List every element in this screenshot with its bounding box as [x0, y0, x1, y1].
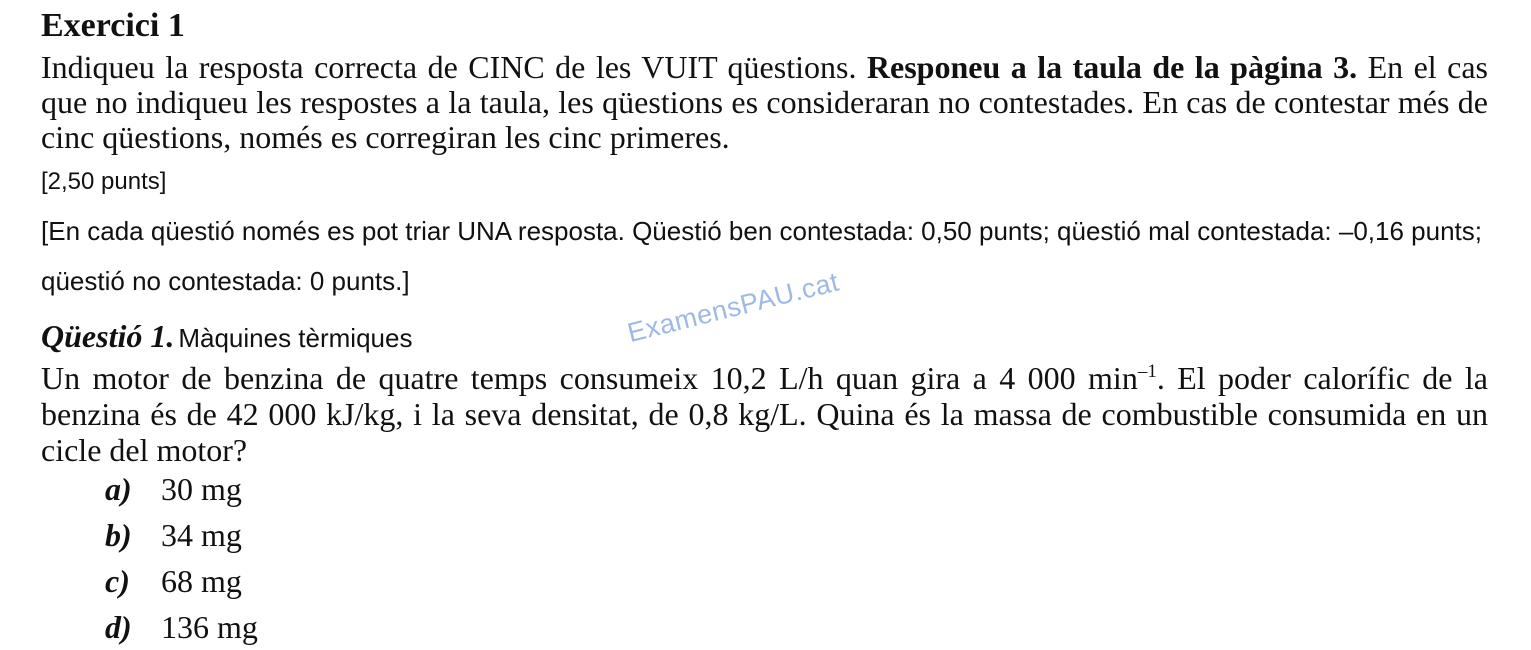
exercise-instructions	[41, 50, 1488, 155]
exercise-title: Exercici 1	[41, 7, 185, 44]
question-text: Un motor de benzina de quatre temps consumeix 10,2 L/h quan gira a 4 000 min	[41, 360, 1138, 396]
answer-options	[105, 466, 258, 650]
option-letter: d)	[105, 609, 132, 645]
question-number: Qüestió 1.	[41, 318, 175, 354]
option-letter: b)	[105, 517, 132, 553]
question-header	[41, 318, 412, 361]
answer-option-d[interactable]	[105, 604, 258, 650]
answer-option-c[interactable]	[105, 558, 258, 604]
question-text-continued: . El poder calorífic de la benzina és de 42 000 kJ/kg, i la seva densitat, de 0,8 kg/L. Quina és la massa de combustible consumida en un cicle del motor?	[41, 360, 1489, 468]
option-letter: c)	[105, 563, 130, 599]
option-text: 136 mg	[161, 609, 258, 645]
question-statement	[41, 360, 1488, 468]
answer-option-b[interactable]	[105, 512, 258, 558]
instructions-emphasis: Responeu a la taula de la pàgina 3.	[866, 49, 1358, 85]
watermark: ExamensPAU.cat	[624, 266, 842, 349]
instructions-text-continued: En el cas que no indiqueu les respostes a la taula, les qüestions es consideraran no contestades. En cas de contestar més de cinc qüestions, només es corregiran les cinc primeres.	[41, 49, 1489, 155]
question-exponent: –1	[1137, 361, 1157, 382]
exercise-points: [2,50 punts]	[41, 168, 167, 195]
option-text: 34 mg	[161, 517, 242, 553]
option-letter: a)	[105, 471, 132, 507]
answer-option-a[interactable]	[105, 466, 258, 512]
option-text: 68 mg	[161, 563, 242, 599]
question-topic: Màquines tèrmiques	[178, 323, 413, 353]
instructions-text: Indiqueu la resposta correcta de CINC de les VUIT qüestions.	[41, 49, 867, 85]
scoring-rules: [En cada qüestió només es pot triar UNA resposta. Qüestió ben contestada: 0,50 punts; qüestió mal contestada: –0,16 punts; qüestió no contestada: 0 punts.]	[41, 216, 1482, 296]
option-text: 30 mg	[161, 471, 242, 507]
